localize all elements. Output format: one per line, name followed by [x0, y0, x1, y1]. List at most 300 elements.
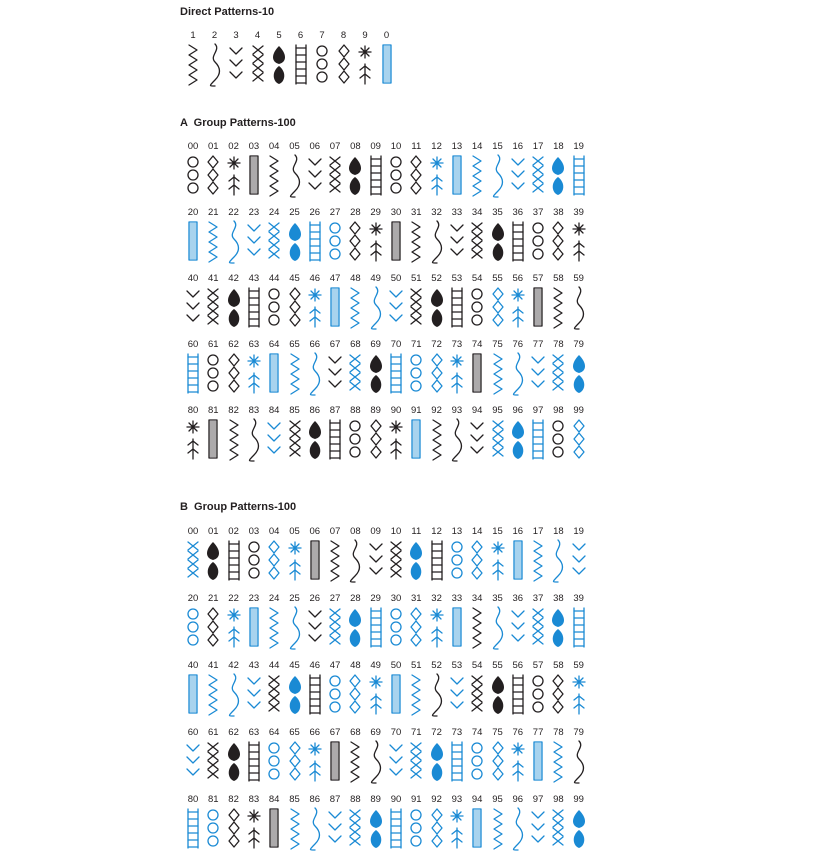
stitch-pattern-b-13[interactable]	[447, 526, 467, 586]
stitch-pattern-b-62[interactable]	[224, 727, 244, 787]
stitch-pattern-b-73[interactable]	[447, 727, 467, 787]
stitch-pattern-b-78[interactable]	[548, 727, 568, 787]
stitch-pattern-a-54[interactable]	[467, 273, 487, 333]
stitch-pattern-a-51[interactable]	[406, 273, 426, 333]
pattern-number: 99	[573, 794, 584, 805]
pattern-number: 33	[451, 593, 463, 604]
stitch-pattern-a-43[interactable]	[244, 273, 264, 333]
stitch-pattern-a-97[interactable]	[528, 405, 548, 465]
stitch-pattern-a-83[interactable]	[244, 405, 264, 465]
stitch-pattern-a-59[interactable]	[569, 273, 589, 333]
stitch-pattern-a-39[interactable]	[569, 207, 589, 267]
stitch-pattern-icon	[203, 806, 223, 852]
pattern-number: 51	[411, 660, 422, 671]
stitch-pattern-b-71[interactable]	[406, 727, 426, 787]
stitch-pattern-b-59[interactable]	[569, 660, 589, 720]
stitch-pattern-b-84[interactable]	[264, 794, 284, 854]
stitch-pattern-a-48[interactable]	[345, 273, 365, 333]
stitch-pattern-b-57[interactable]	[528, 660, 548, 720]
stitch-pattern-b-15[interactable]	[488, 526, 508, 586]
stitch-pattern-a-56[interactable]	[508, 273, 528, 333]
stitch-pattern-b-01[interactable]	[203, 526, 223, 586]
stitch-pattern-b-27[interactable]	[325, 593, 345, 653]
stitch-pattern-a-00[interactable]	[183, 141, 203, 201]
stitch-pattern-b-20[interactable]	[183, 593, 203, 653]
stitch-pattern-b-25[interactable]	[285, 593, 305, 653]
stitch-pattern-a-11[interactable]	[406, 141, 426, 201]
stitch-pattern-icon	[508, 417, 528, 463]
stitch-pattern-a-41[interactable]	[203, 273, 223, 333]
stitch-pattern-b-38[interactable]	[548, 593, 568, 653]
stitch-pattern-icon	[528, 739, 548, 785]
stitch-pattern-a-52[interactable]	[427, 273, 447, 333]
stitch-pattern-b-56[interactable]	[508, 660, 528, 720]
stitch-pattern-b-06[interactable]	[305, 526, 325, 586]
pattern-number: 18	[553, 141, 564, 152]
stitch-pattern-b-48[interactable]	[345, 660, 365, 720]
stitch-pattern-a-18[interactable]	[548, 141, 568, 201]
pattern-number: 96	[512, 405, 524, 416]
stitch-pattern-a-87[interactable]	[325, 405, 345, 465]
stitch-pattern-b-83[interactable]	[244, 794, 264, 854]
stitch-pattern-a-14[interactable]	[467, 141, 487, 201]
stitch-pattern-a-90[interactable]	[386, 405, 406, 465]
stitch-pattern-b-12[interactable]	[427, 526, 447, 586]
stitch-pattern-b-21[interactable]	[203, 593, 223, 653]
pattern-number: 29	[370, 593, 381, 604]
stitch-pattern-icon	[508, 285, 528, 331]
stitch-pattern-direct-3[interactable]	[226, 30, 246, 90]
stitch-pattern-b-76[interactable]	[508, 727, 528, 787]
stitch-pattern-b-86[interactable]	[305, 794, 325, 854]
stitch-pattern-a-35[interactable]	[488, 207, 508, 267]
stitch-pattern-b-75[interactable]	[488, 727, 508, 787]
stitch-pattern-b-69[interactable]	[366, 727, 386, 787]
pattern-number: 01	[208, 526, 219, 537]
stitch-pattern-b-64[interactable]	[264, 727, 284, 787]
stitch-pattern-a-53[interactable]	[447, 273, 467, 333]
stitch-pattern-b-11[interactable]	[406, 526, 426, 586]
stitch-pattern-a-38[interactable]	[548, 207, 568, 267]
pattern-number: 66	[309, 339, 321, 350]
pattern-number: 98	[553, 405, 564, 416]
stitch-pattern-a-17[interactable]	[528, 141, 548, 201]
stitch-pattern-a-82[interactable]	[224, 405, 244, 465]
stitch-pattern-b-14[interactable]	[467, 526, 487, 586]
stitch-pattern-b-97[interactable]	[528, 794, 548, 854]
stitch-pattern-icon	[312, 42, 332, 88]
stitch-pattern-icon	[305, 417, 325, 463]
stitch-pattern-b-04[interactable]	[264, 526, 284, 586]
stitch-pattern-a-92[interactable]	[427, 405, 447, 465]
stitch-pattern-direct-7[interactable]	[312, 30, 332, 90]
pattern-number: 27	[329, 593, 341, 604]
stitch-pattern-b-50[interactable]	[386, 660, 406, 720]
stitch-pattern-a-61[interactable]	[203, 339, 223, 399]
stitch-pattern-icon	[325, 417, 345, 463]
stitch-pattern-icon	[285, 605, 305, 651]
stitch-pattern-b-41[interactable]	[203, 660, 223, 720]
stitch-pattern-icon	[224, 351, 244, 397]
stitch-pattern-b-63[interactable]	[244, 727, 264, 787]
stitch-pattern-a-03[interactable]	[244, 141, 264, 201]
stitch-pattern-b-31[interactable]	[406, 593, 426, 653]
pattern-number: 49	[370, 273, 381, 284]
stitch-pattern-direct-0[interactable]	[377, 30, 397, 90]
stitch-pattern-a-58[interactable]	[548, 273, 568, 333]
stitch-pattern-b-08[interactable]	[345, 526, 365, 586]
stitch-pattern-icon	[427, 672, 447, 718]
stitch-pattern-b-60[interactable]	[183, 727, 203, 787]
pattern-number: 66	[309, 727, 321, 738]
stitch-pattern-a-77[interactable]	[528, 339, 548, 399]
stitch-pattern-b-03[interactable]	[244, 526, 264, 586]
stitch-pattern-b-52[interactable]	[427, 660, 447, 720]
pattern-number: 47	[329, 660, 341, 671]
stitch-pattern-icon	[548, 739, 568, 785]
stitch-pattern-b-07[interactable]	[325, 526, 345, 586]
stitch-pattern-b-49[interactable]	[366, 660, 386, 720]
stitch-pattern-direct-9[interactable]	[355, 30, 375, 90]
pattern-number: 85	[289, 405, 300, 416]
pattern-number: 21	[208, 207, 219, 218]
stitch-pattern-icon	[325, 605, 345, 651]
stitch-pattern-b-44[interactable]	[264, 660, 284, 720]
stitch-pattern-a-91[interactable]	[406, 405, 426, 465]
pattern-number: 31	[411, 207, 422, 218]
pattern-number: 93	[451, 794, 463, 805]
stitch-pattern-b-35[interactable]	[488, 593, 508, 653]
stitch-pattern-icon	[508, 672, 528, 718]
stitch-pattern-b-89[interactable]	[366, 794, 386, 854]
stitch-pattern-icon	[183, 351, 203, 397]
stitch-pattern-a-02[interactable]	[224, 141, 244, 201]
stitch-pattern-b-92[interactable]	[427, 794, 447, 854]
stitch-pattern-b-80[interactable]	[183, 794, 203, 854]
stitch-pattern-b-55[interactable]	[488, 660, 508, 720]
stitch-pattern-a-45[interactable]	[285, 273, 305, 333]
stitch-pattern-a-71[interactable]	[406, 339, 426, 399]
stitch-pattern-b-33[interactable]	[447, 593, 467, 653]
stitch-pattern-a-05[interactable]	[285, 141, 305, 201]
pattern-number: 70	[390, 339, 402, 350]
pattern-number: 59	[573, 660, 584, 671]
stitch-pattern-a-20[interactable]	[183, 207, 203, 267]
stitch-pattern-a-47[interactable]	[325, 273, 345, 333]
stitch-pattern-b-00[interactable]	[183, 526, 203, 586]
stitch-pattern-a-49[interactable]	[366, 273, 386, 333]
stitch-pattern-b-65[interactable]	[285, 727, 305, 787]
stitch-pattern-icon	[427, 806, 447, 852]
stitch-pattern-a-31[interactable]	[406, 207, 426, 267]
stitch-pattern-icon	[508, 538, 528, 584]
pattern-number: 14	[471, 141, 483, 152]
stitch-pattern-b-72[interactable]	[427, 727, 447, 787]
stitch-pattern-b-26[interactable]	[305, 593, 325, 653]
stitch-pattern-b-81[interactable]	[203, 794, 223, 854]
pattern-number: 13	[451, 141, 463, 152]
stitch-pattern-b-61[interactable]	[203, 727, 223, 787]
stitch-pattern-a-26[interactable]	[305, 207, 325, 267]
stitch-pattern-a-07[interactable]	[325, 141, 345, 201]
stitch-pattern-a-12[interactable]	[427, 141, 447, 201]
stitch-pattern-a-16[interactable]	[508, 141, 528, 201]
stitch-pattern-icon	[264, 672, 284, 718]
stitch-pattern-a-42[interactable]	[224, 273, 244, 333]
stitch-pattern-a-74[interactable]	[467, 339, 487, 399]
stitch-pattern-b-37[interactable]	[528, 593, 548, 653]
stitch-pattern-b-99[interactable]	[569, 794, 589, 854]
stitch-pattern-a-88[interactable]	[345, 405, 365, 465]
stitch-pattern-b-45[interactable]	[285, 660, 305, 720]
pattern-number: 83	[248, 405, 260, 416]
stitch-pattern-b-58[interactable]	[548, 660, 568, 720]
stitch-pattern-direct-1[interactable]	[183, 30, 203, 90]
stitch-pattern-a-81[interactable]	[203, 405, 223, 465]
stitch-pattern-a-65[interactable]	[285, 339, 305, 399]
pattern-number: 12	[431, 141, 442, 152]
stitch-pattern-icon	[447, 806, 467, 852]
stitch-pattern-b-22[interactable]	[224, 593, 244, 653]
stitch-pattern-b-95[interactable]	[488, 794, 508, 854]
pattern-number: 44	[268, 660, 280, 671]
stitch-pattern-a-73[interactable]	[447, 339, 467, 399]
pattern-number: 52	[431, 660, 442, 671]
stitch-pattern-b-42[interactable]	[224, 660, 244, 720]
stitch-pattern-a-68[interactable]	[345, 339, 365, 399]
stitch-pattern-a-94[interactable]	[467, 405, 487, 465]
stitch-pattern-icon	[406, 417, 426, 463]
stitch-pattern-a-84[interactable]	[264, 405, 284, 465]
stitch-pattern-a-27[interactable]	[325, 207, 345, 267]
stitch-pattern-b-02[interactable]	[224, 526, 244, 586]
stitch-pattern-b-77[interactable]	[528, 727, 548, 787]
stitch-pattern-a-09[interactable]	[366, 141, 386, 201]
stitch-pattern-icon	[467, 285, 487, 331]
stitch-pattern-a-13[interactable]	[447, 141, 467, 201]
stitch-pattern-b-47[interactable]	[325, 660, 345, 720]
stitch-pattern-a-04[interactable]	[264, 141, 284, 201]
stitch-pattern-b-43[interactable]	[244, 660, 264, 720]
stitch-pattern-b-46[interactable]	[305, 660, 325, 720]
stitch-pattern-icon	[406, 672, 426, 718]
stitch-pattern-a-66[interactable]	[305, 339, 325, 399]
stitch-pattern-icon	[386, 739, 406, 785]
pattern-number: 28	[350, 593, 361, 604]
stitch-pattern-a-28[interactable]	[345, 207, 365, 267]
pattern-number: 65	[289, 727, 300, 738]
stitch-pattern-b-17[interactable]	[528, 526, 548, 586]
pattern-number: 25	[289, 593, 300, 604]
stitch-pattern-icon	[377, 42, 397, 88]
stitch-pattern-b-67[interactable]	[325, 727, 345, 787]
stitch-pattern-a-62[interactable]	[224, 339, 244, 399]
pattern-number: 93	[451, 405, 463, 416]
stitch-pattern-icon	[467, 605, 487, 651]
stitch-pattern-b-98[interactable]	[548, 794, 568, 854]
stitch-pattern-b-05[interactable]	[285, 526, 305, 586]
stitch-pattern-b-10[interactable]	[386, 526, 406, 586]
stitch-pattern-a-60[interactable]	[183, 339, 203, 399]
stitch-pattern-a-55[interactable]	[488, 273, 508, 333]
stitch-pattern-direct-5[interactable]	[269, 30, 289, 90]
stitch-pattern-a-36[interactable]	[508, 207, 528, 267]
stitch-pattern-a-89[interactable]	[366, 405, 386, 465]
pattern-number: 41	[208, 273, 219, 284]
stitch-pattern-b-94[interactable]	[467, 794, 487, 854]
stitch-pattern-b-53[interactable]	[447, 660, 467, 720]
stitch-pattern-a-24[interactable]	[264, 207, 284, 267]
stitch-pattern-icon	[548, 285, 568, 331]
stitch-pattern-b-90[interactable]	[386, 794, 406, 854]
stitch-pattern-b-51[interactable]	[406, 660, 426, 720]
stitch-pattern-a-78[interactable]	[548, 339, 568, 399]
stitch-pattern-a-72[interactable]	[427, 339, 447, 399]
pattern-number: 53	[451, 273, 463, 284]
stitch-pattern-icon	[366, 605, 386, 651]
stitch-pattern-icon	[183, 605, 203, 651]
stitch-pattern-a-44[interactable]	[264, 273, 284, 333]
stitch-pattern-b-23[interactable]	[244, 593, 264, 653]
stitch-pattern-b-54[interactable]	[467, 660, 487, 720]
stitch-pattern-a-01[interactable]	[203, 141, 223, 201]
pattern-number: 42	[228, 273, 239, 284]
stitch-pattern-direct-6[interactable]	[291, 30, 311, 90]
pattern-number: 72	[431, 727, 442, 738]
stitch-pattern-a-75[interactable]	[488, 339, 508, 399]
stitch-pattern-icon	[224, 538, 244, 584]
stitch-pattern-a-93[interactable]	[447, 405, 467, 465]
stitch-pattern-a-37[interactable]	[528, 207, 548, 267]
stitch-pattern-icon	[508, 739, 528, 785]
stitch-pattern-b-32[interactable]	[427, 593, 447, 653]
stitch-pattern-b-87[interactable]	[325, 794, 345, 854]
stitch-pattern-b-68[interactable]	[345, 727, 365, 787]
stitch-pattern-a-50[interactable]	[386, 273, 406, 333]
stitch-pattern-a-19[interactable]	[569, 141, 589, 201]
pattern-number: 38	[553, 207, 564, 218]
pattern-number: 71	[411, 727, 422, 738]
stitch-pattern-b-24[interactable]	[264, 593, 284, 653]
stitch-pattern-direct-2[interactable]	[205, 30, 225, 90]
pattern-number: 27	[329, 207, 341, 218]
stitch-pattern-a-64[interactable]	[264, 339, 284, 399]
stitch-pattern-icon	[467, 538, 487, 584]
stitch-pattern-icon	[488, 285, 508, 331]
stitch-pattern-icon	[305, 351, 325, 397]
stitch-pattern-a-15[interactable]	[488, 141, 508, 201]
stitch-pattern-a-23[interactable]	[244, 207, 264, 267]
stitch-pattern-b-66[interactable]	[305, 727, 325, 787]
stitch-pattern-a-30[interactable]	[386, 207, 406, 267]
pattern-number: 97	[532, 405, 544, 416]
stitch-pattern-a-96[interactable]	[508, 405, 528, 465]
stitch-pattern-a-08[interactable]	[345, 141, 365, 201]
stitch-pattern-a-29[interactable]	[366, 207, 386, 267]
stitch-pattern-a-06[interactable]	[305, 141, 325, 201]
stitch-pattern-a-21[interactable]	[203, 207, 223, 267]
stitch-pattern-b-79[interactable]	[569, 727, 589, 787]
stitch-pattern-icon	[305, 605, 325, 651]
stitch-pattern-b-85[interactable]	[285, 794, 305, 854]
stitch-pattern-a-76[interactable]	[508, 339, 528, 399]
stitch-pattern-icon	[264, 351, 284, 397]
stitch-pattern-direct-8[interactable]	[334, 30, 354, 90]
pattern-number: 63	[248, 339, 260, 350]
stitch-pattern-b-30[interactable]	[386, 593, 406, 653]
pattern-number: 67	[329, 727, 341, 738]
stitch-pattern-a-40[interactable]	[183, 273, 203, 333]
stitch-pattern-b-82[interactable]	[224, 794, 244, 854]
stitch-pattern-a-79[interactable]	[569, 339, 589, 399]
stitch-pattern-a-57[interactable]	[528, 273, 548, 333]
stitch-pattern-b-19[interactable]	[569, 526, 589, 586]
stitch-pattern-direct-4[interactable]	[248, 30, 268, 90]
stitch-pattern-a-69[interactable]	[366, 339, 386, 399]
stitch-pattern-b-93[interactable]	[447, 794, 467, 854]
pattern-number: 03	[248, 526, 260, 537]
stitch-pattern-a-70[interactable]	[386, 339, 406, 399]
stitch-pattern-icon	[548, 605, 568, 651]
stitch-pattern-a-63[interactable]	[244, 339, 264, 399]
stitch-pattern-icon	[205, 42, 225, 88]
stitch-pattern-icon	[528, 219, 548, 265]
stitch-pattern-a-10[interactable]	[386, 141, 406, 201]
stitch-pattern-b-28[interactable]	[345, 593, 365, 653]
stitch-pattern-a-85[interactable]	[285, 405, 305, 465]
stitch-pattern-b-09[interactable]	[366, 526, 386, 586]
pattern-number: 6	[297, 30, 304, 41]
stitch-pattern-b-34[interactable]	[467, 593, 487, 653]
stitch-pattern-b-39[interactable]	[569, 593, 589, 653]
stitch-pattern-icon	[244, 806, 264, 852]
stitch-pattern-a-95[interactable]	[488, 405, 508, 465]
stitch-pattern-b-29[interactable]	[366, 593, 386, 653]
stitch-pattern-b-91[interactable]	[406, 794, 426, 854]
stitch-pattern-b-96[interactable]	[508, 794, 528, 854]
stitch-pattern-a-99[interactable]	[569, 405, 589, 465]
stitch-pattern-icon	[305, 285, 325, 331]
pattern-number: 45	[289, 660, 300, 671]
stitch-pattern-b-36[interactable]	[508, 593, 528, 653]
stitch-pattern-b-18[interactable]	[548, 526, 568, 586]
pattern-number: 95	[492, 794, 503, 805]
stitch-pattern-a-34[interactable]	[467, 207, 487, 267]
stitch-pattern-a-22[interactable]	[224, 207, 244, 267]
stitch-pattern-icon	[244, 605, 264, 651]
pattern-number: 16	[512, 141, 524, 152]
stitch-pattern-a-32[interactable]	[427, 207, 447, 267]
stitch-pattern-b-16[interactable]	[508, 526, 528, 586]
stitch-pattern-a-33[interactable]	[447, 207, 467, 267]
stitch-pattern-icon	[244, 219, 264, 265]
pattern-number: 19	[573, 526, 584, 537]
stitch-pattern-b-88[interactable]	[345, 794, 365, 854]
stitch-pattern-a-80[interactable]	[183, 405, 203, 465]
stitch-pattern-a-25[interactable]	[285, 207, 305, 267]
stitch-pattern-b-74[interactable]	[467, 727, 487, 787]
stitch-pattern-b-70[interactable]	[386, 727, 406, 787]
stitch-pattern-a-67[interactable]	[325, 339, 345, 399]
stitch-pattern-icon	[366, 417, 386, 463]
stitch-pattern-a-46[interactable]	[305, 273, 325, 333]
b-group-title: B Group Patterns-100	[180, 501, 297, 513]
stitch-pattern-a-86[interactable]	[305, 405, 325, 465]
stitch-pattern-a-98[interactable]	[548, 405, 568, 465]
pattern-number: 35	[492, 207, 503, 218]
stitch-pattern-b-40[interactable]	[183, 660, 203, 720]
stitch-pattern-icon	[264, 417, 284, 463]
